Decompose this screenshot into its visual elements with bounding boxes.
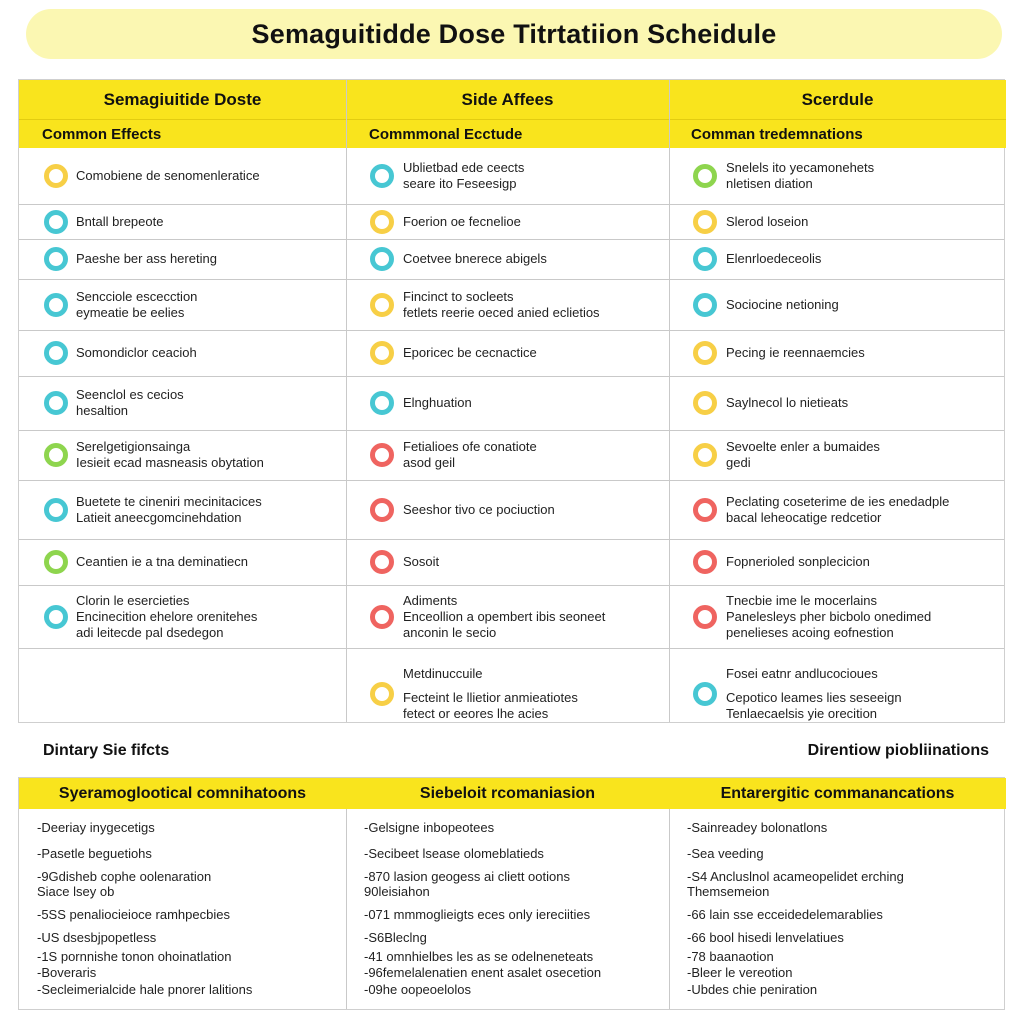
table-cell bbox=[19, 148, 346, 204]
status-dot-icon bbox=[693, 498, 717, 522]
table-cell bbox=[669, 430, 1006, 480]
cell-line: Seeshor tivo ce pociuction bbox=[403, 501, 555, 517]
table-cell bbox=[346, 376, 669, 430]
cell-line: eymeatie be eelies bbox=[76, 304, 185, 320]
list-item: -Ubdes chie peniration bbox=[687, 982, 818, 997]
list-item: -78 baanaotion bbox=[687, 949, 774, 964]
cell-line: Serelgetigionsainga bbox=[76, 439, 191, 454]
list-item: -5SS penaliocieioce ramhpecbies bbox=[37, 907, 230, 922]
cell-line: Comobiene de senomenleratice bbox=[76, 168, 260, 183]
column-subheader: Comman tredemnations bbox=[669, 119, 1006, 148]
list-item: -Sainreadey bolonatlons bbox=[687, 820, 828, 835]
status-dot-icon bbox=[370, 341, 394, 365]
cell-line: Metdinuccuile bbox=[403, 666, 483, 681]
list-item: -S6Bleclng bbox=[364, 930, 427, 945]
table-cell bbox=[669, 539, 1006, 585]
cell-text bbox=[726, 666, 902, 722]
cell-line: Seenclol es cecios bbox=[76, 387, 184, 402]
table-cell bbox=[346, 585, 669, 648]
cell-line: Ceantien ie a tna deminatiecn bbox=[76, 554, 249, 569]
table-cell bbox=[19, 239, 346, 279]
status-dot-icon bbox=[693, 443, 717, 467]
status-dot-icon bbox=[693, 164, 717, 188]
table-cell bbox=[346, 480, 669, 539]
cell-line: Sosoit bbox=[403, 554, 440, 569]
list-item: -Boveraris bbox=[37, 965, 97, 980]
cell-line: fetlets reerie oeced anied eclietios bbox=[403, 304, 600, 320]
cell-line: Latieit aneecgomcinehdation bbox=[76, 509, 242, 525]
list-item: Themsemeion bbox=[687, 884, 770, 899]
table-cell bbox=[669, 204, 1006, 239]
table-cell bbox=[19, 539, 346, 585]
cell-text bbox=[76, 345, 197, 361]
status-dot-icon bbox=[370, 164, 394, 188]
list-item: -Bleer le vereotion bbox=[687, 965, 793, 980]
table-cell bbox=[346, 204, 669, 239]
status-dot-icon bbox=[370, 550, 394, 574]
cell-line: Fosei eatnr andlucocioues bbox=[726, 666, 878, 681]
cell-line: anconin le secio bbox=[403, 624, 497, 640]
table-cell bbox=[346, 239, 669, 279]
cell-text bbox=[76, 251, 217, 267]
status-dot-icon bbox=[44, 498, 68, 522]
cell-text bbox=[76, 387, 184, 419]
cell-text bbox=[726, 345, 865, 361]
list-item: -Deeriay inygecetigs bbox=[37, 820, 155, 835]
status-dot-icon bbox=[370, 247, 394, 271]
cell-line: Clorin le esercieties bbox=[76, 592, 190, 608]
table-cell bbox=[346, 648, 669, 724]
cell-text bbox=[403, 160, 524, 192]
bottom-column-header: Entarergitic commanancations bbox=[669, 778, 1006, 809]
table-cell bbox=[669, 330, 1006, 376]
cell-line: penelieses acoing eofnestion bbox=[726, 624, 894, 640]
cell-line: Iesieit ecad masneasis obytation bbox=[76, 455, 264, 470]
cell-line: fetect or eeores lhe acies bbox=[403, 706, 549, 721]
cell-text bbox=[726, 251, 821, 267]
status-dot-icon bbox=[44, 247, 68, 271]
list-item: -41 omnhielbes les as se odelneneteats bbox=[364, 949, 594, 964]
cell-line: adi leitecde pal dsedegon bbox=[76, 624, 224, 640]
list-item: Siace lsey ob bbox=[37, 884, 115, 899]
cell-text bbox=[403, 345, 537, 361]
status-dot-icon bbox=[693, 210, 717, 234]
status-dot-icon bbox=[370, 498, 394, 522]
cell-text bbox=[726, 160, 874, 192]
table-cell bbox=[19, 480, 346, 539]
cell-line: Slerod loseion bbox=[726, 213, 809, 229]
page-title: Semaguitidde Dose Titrtatiion Scheidule bbox=[251, 18, 777, 49]
cell-text bbox=[76, 494, 262, 526]
status-dot-icon bbox=[693, 391, 717, 415]
table-cell bbox=[19, 430, 346, 480]
cell-line: hesaltion bbox=[76, 403, 129, 418]
list-item: -Sea veeding bbox=[687, 846, 764, 861]
cell-text bbox=[76, 214, 163, 230]
column-divider bbox=[669, 778, 670, 1009]
cell-text bbox=[403, 554, 439, 570]
cell-line: Tenlaecaelsis yie orecition bbox=[726, 706, 878, 721]
status-dot-icon bbox=[44, 391, 68, 415]
list-item: -Secibeet lsease olomeblatieds bbox=[364, 846, 544, 861]
table-cell bbox=[19, 376, 346, 430]
cell-line: gedi bbox=[726, 455, 751, 470]
cell-text bbox=[726, 297, 839, 313]
cell-text bbox=[76, 593, 257, 641]
cell-text bbox=[76, 289, 197, 321]
cell-line: Coetvee bnerece abigels bbox=[403, 251, 547, 266]
dietary-combinations-label: Direntiow piobliinations bbox=[807, 742, 989, 759]
cell-text bbox=[76, 168, 260, 184]
column-header: Scerdule bbox=[669, 80, 1006, 119]
cell-text bbox=[726, 214, 808, 230]
status-dot-icon bbox=[44, 605, 68, 629]
cell-line: Bntall brepeote bbox=[76, 213, 164, 229]
cell-line: Fecteint le llietior anmieatiotes bbox=[403, 690, 578, 705]
cell-line: Elnghuation bbox=[403, 395, 472, 410]
status-dot-icon bbox=[693, 247, 717, 271]
cell-line: Fetialioes ofe conatiote bbox=[403, 439, 537, 454]
table-cell bbox=[346, 148, 669, 204]
list-item: -66 bool hisedi lenvelatiues bbox=[687, 930, 844, 945]
column-subheader: Common Effects bbox=[19, 119, 346, 148]
list-item: -1S pornnishe tonon ohoinatlation bbox=[37, 949, 232, 964]
column-header: Semagiuitide Doste bbox=[19, 80, 346, 119]
list-item: -9Gdisheb cophe oolenaration bbox=[37, 869, 212, 884]
table-cell bbox=[669, 376, 1006, 430]
status-dot-icon bbox=[370, 293, 394, 317]
status-dot-icon bbox=[44, 341, 68, 365]
cell-text bbox=[403, 502, 555, 518]
cell-text bbox=[76, 554, 248, 570]
cell-text bbox=[726, 593, 931, 641]
cell-text bbox=[403, 593, 605, 641]
table-cell bbox=[669, 148, 1006, 204]
cell-line: Sevoelte enler a bumaides bbox=[726, 439, 880, 454]
list-item: -870 lasion geogess ai cliett ootions bbox=[364, 869, 570, 884]
list-item: 90leisiahon bbox=[364, 884, 430, 899]
cell-line: Snelels ito yecamonehets bbox=[726, 160, 875, 175]
table-cell bbox=[19, 279, 346, 330]
list-item: -071 mmmoglieigts eces only iereciities bbox=[364, 907, 591, 922]
cell-text bbox=[403, 395, 472, 411]
cell-text bbox=[726, 395, 848, 411]
bottom-column-header: Siebeloit rcomaniasion bbox=[346, 778, 669, 809]
cell-line: Saylnecol lo nietieats bbox=[726, 395, 849, 410]
list-item: -S4 Ancluslnol acameopelidet erching bbox=[687, 869, 904, 884]
status-dot-icon bbox=[693, 550, 717, 574]
status-dot-icon bbox=[44, 164, 68, 188]
bottom-column-header: Syeramoglootical comnihatoons bbox=[19, 778, 346, 809]
cell-line: Paeshe ber ass hereting bbox=[76, 251, 217, 266]
cell-text bbox=[76, 439, 264, 471]
table-cell bbox=[669, 239, 1006, 279]
list-item: -09he oopeoelolos bbox=[364, 982, 471, 997]
table-cell bbox=[19, 648, 346, 724]
column-header: Side Affees bbox=[346, 80, 669, 119]
cell-line: seare ito Feseesigp bbox=[403, 176, 517, 191]
cell-line: Encinecition ehelore orenitehes bbox=[76, 608, 258, 624]
status-dot-icon bbox=[44, 293, 68, 317]
cell-line: Elenrloedeceolis bbox=[726, 251, 822, 266]
status-dot-icon bbox=[44, 550, 68, 574]
cell-line: Fopnerioled sonplecicion bbox=[726, 554, 870, 569]
cell-line: Foerion oe fecnelioe bbox=[403, 213, 521, 229]
table-cell bbox=[346, 539, 669, 585]
table-cell bbox=[346, 430, 669, 480]
cell-line: asod geil bbox=[403, 455, 456, 470]
cell-line: Cepotico leames lies seseeign bbox=[726, 690, 902, 705]
cell-text bbox=[726, 554, 870, 570]
cell-line: Panelesleys pher bicbolo onedimed bbox=[726, 608, 932, 624]
cell-text bbox=[403, 289, 600, 321]
table-cell bbox=[669, 648, 1006, 724]
table-cell bbox=[19, 204, 346, 239]
cell-line: Eporicec be cecnactice bbox=[403, 345, 537, 360]
cell-text bbox=[726, 494, 949, 526]
status-dot-icon bbox=[693, 682, 717, 706]
list-item: -Gelsigne inbopeotees bbox=[364, 820, 495, 835]
cell-text bbox=[726, 439, 880, 471]
recommendations-table bbox=[18, 777, 1005, 1010]
list-item: -Pasetle beguetiohs bbox=[37, 846, 152, 861]
status-dot-icon bbox=[44, 210, 68, 234]
table-cell bbox=[669, 279, 1006, 330]
titration-table bbox=[18, 79, 1005, 723]
cell-line: Sociocine netioning bbox=[726, 296, 839, 312]
status-dot-icon bbox=[370, 682, 394, 706]
cell-line: Sencciole escecction bbox=[76, 288, 198, 304]
cell-line: Fincinct to socleets bbox=[403, 288, 514, 304]
column-divider bbox=[346, 778, 347, 1009]
list-item: -96femelalenatien enent asalet osecetion bbox=[364, 965, 602, 980]
cell-line: Peclating coseterime de ies enedadple bbox=[726, 493, 950, 509]
list-item: -66 lain sse ecceidedelemarablies bbox=[687, 907, 883, 922]
dietary-side-effects-label: Dintary Sie fifcts bbox=[43, 742, 170, 759]
table-cell bbox=[346, 330, 669, 376]
table-cell bbox=[346, 279, 669, 330]
cell-line: nletisen diation bbox=[726, 176, 813, 191]
status-dot-icon bbox=[370, 391, 394, 415]
status-dot-icon bbox=[370, 605, 394, 629]
table-cell bbox=[19, 330, 346, 376]
list-item: -Secleimerialcide hale pnorer lalitions bbox=[37, 982, 253, 997]
cell-text bbox=[403, 666, 578, 722]
status-dot-icon bbox=[44, 443, 68, 467]
cell-text bbox=[403, 439, 537, 471]
cell-line: bacal leheocatige redcetior bbox=[726, 509, 882, 525]
title-banner bbox=[26, 9, 1002, 59]
status-dot-icon bbox=[370, 210, 394, 234]
cell-line: Enceollion a opembert ibis seoneet bbox=[403, 608, 606, 624]
table-cell bbox=[669, 585, 1006, 648]
cell-text bbox=[403, 214, 521, 230]
cell-line: Tnecbie ime le mocerlains bbox=[726, 592, 878, 608]
cell-line: Buetete te cineniri mecinitacices bbox=[76, 493, 262, 509]
cell-text bbox=[403, 251, 547, 267]
status-dot-icon bbox=[693, 605, 717, 629]
cell-line: Ublietbad ede ceects bbox=[403, 160, 525, 175]
cell-line: Pecing ie reennaemcies bbox=[726, 345, 865, 360]
status-dot-icon bbox=[693, 293, 717, 317]
table-cell bbox=[19, 585, 346, 648]
column-subheader: Commmonal Ecctude bbox=[346, 119, 669, 148]
cell-line: Adiments bbox=[403, 592, 458, 608]
list-item: -US dsesbjpopetless bbox=[37, 930, 157, 945]
cell-line: Somondiclor ceacioh bbox=[76, 345, 197, 360]
status-dot-icon bbox=[370, 443, 394, 467]
status-dot-icon bbox=[693, 341, 717, 365]
table-cell bbox=[669, 480, 1006, 539]
